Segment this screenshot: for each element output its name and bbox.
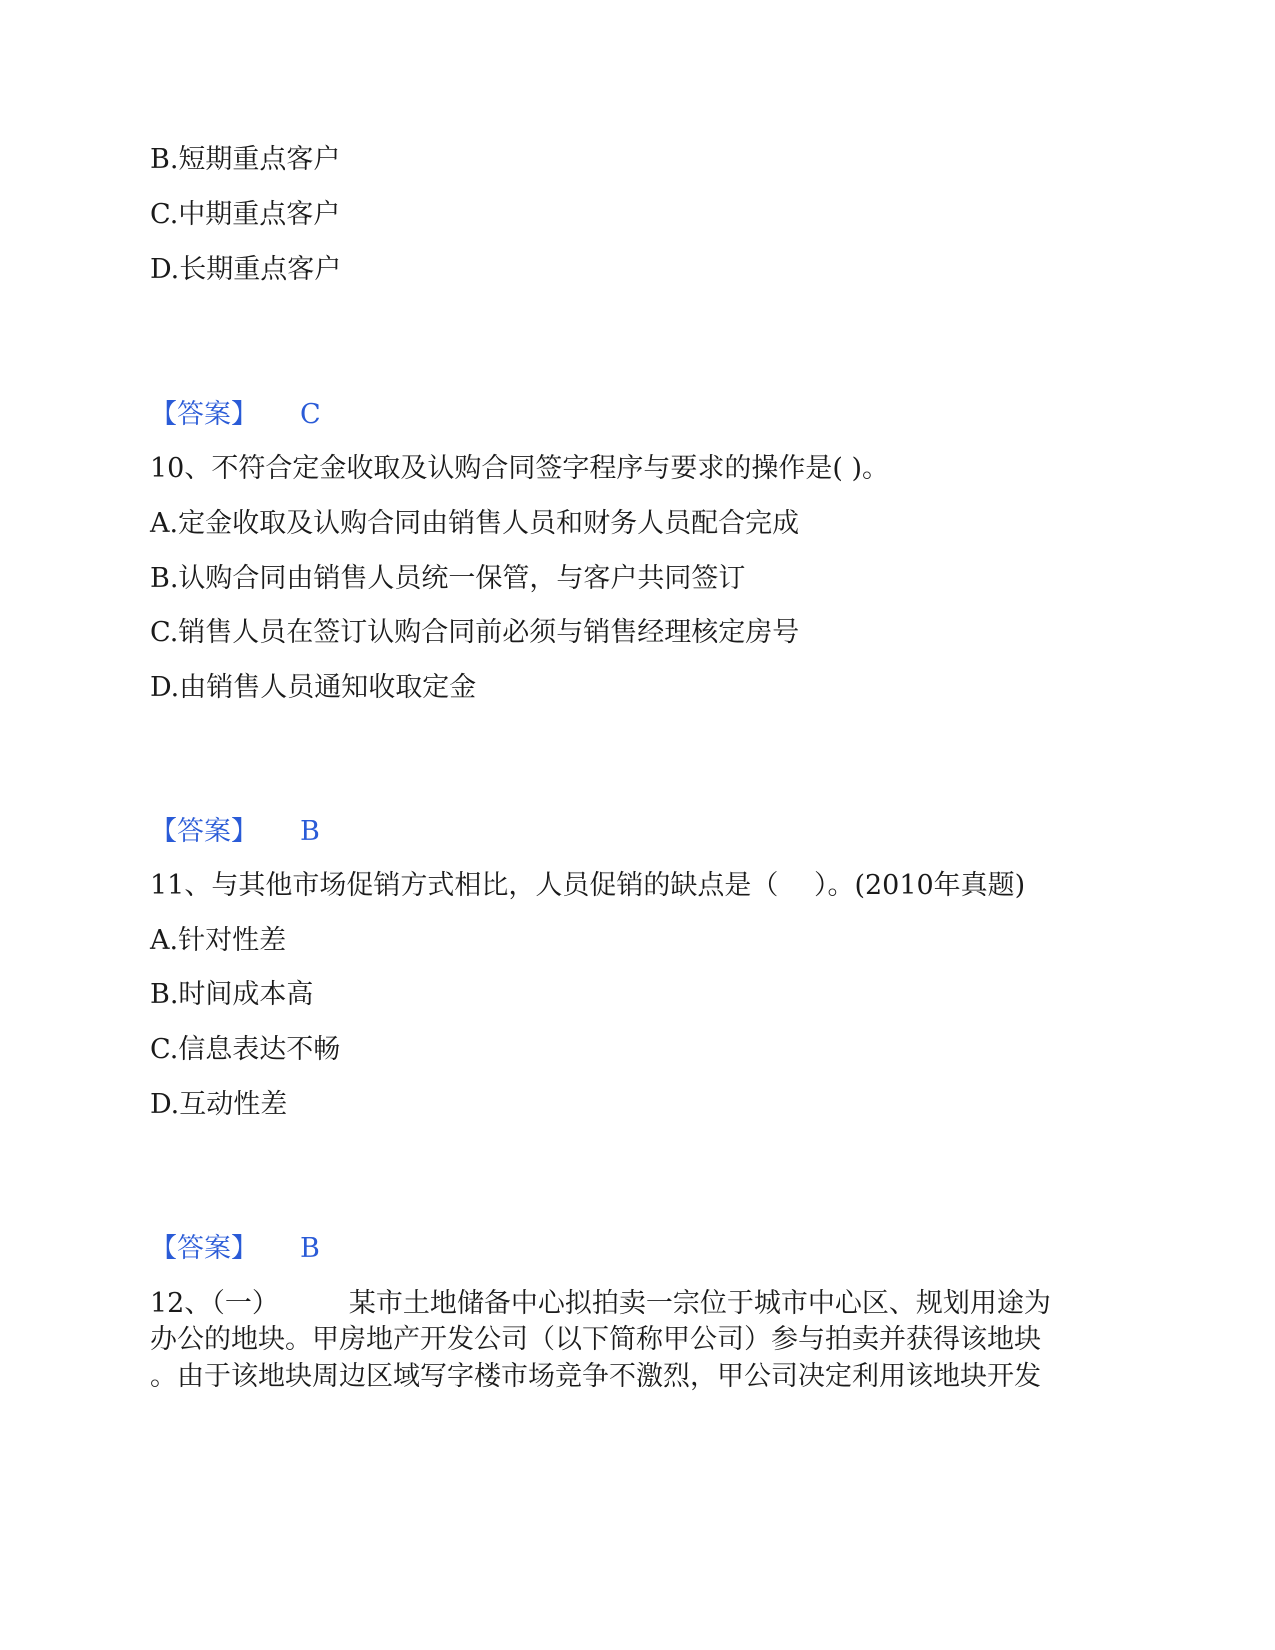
q10-answer <box>150 815 1130 849</box>
q11-stem: 11、与其他市场促销方式相比，人员促销的缺点是（ ）。(2010年真题) <box>150 870 1026 901</box>
q10-option-d: D.由销售人员通知收取定金 <box>150 672 477 703</box>
q11-option-c: C.信息表达不畅 <box>150 1034 341 1065</box>
answer-value: B <box>300 816 320 847</box>
q12-stem-line-1 <box>150 1287 1130 1321</box>
q12-stem-prefix: 12、（一） <box>150 1288 279 1319</box>
q9-answer <box>150 398 1130 432</box>
q12-stem-line-3: 。由于该地块周边区域写字楼市场竞争不激烈，甲公司决定利用该地块开发 <box>150 1361 1041 1392</box>
answer-label: 【答案】 <box>150 399 258 430</box>
q11-option-b: B.时间成本高 <box>150 979 314 1010</box>
answer-value: B <box>300 1233 320 1264</box>
q10-stem: 10、不符合定金收取及认购合同签字程序与要求的操作是( )。 <box>150 453 890 484</box>
q12-stem-line-2: 办公的地块。甲房地产开发公司（以下简称甲公司）参与拍卖并获得该地块 <box>150 1324 1041 1355</box>
q11-option-a: A.针对性差 <box>150 925 287 956</box>
answer-value: C <box>300 399 321 430</box>
q12-stem-text: 某市土地储备中心拟拍卖一宗位于城市中心区、规划用途为 <box>348 1288 1051 1319</box>
q9-option-d: D.长期重点客户 <box>150 254 342 285</box>
answer-label: 【答案】 <box>150 1233 258 1264</box>
q9-option-c: C.中期重点客户 <box>150 199 341 230</box>
q11-option-d: D.互动性差 <box>150 1089 288 1120</box>
q11-answer <box>150 1232 1130 1266</box>
q10-option-b: B.认购合同由销售人员统一保管，与客户共同签订 <box>150 563 746 594</box>
q9-option-b: B.短期重点客户 <box>150 144 341 175</box>
q10-option-a: A.定金收取及认购合同由销售人员和财务人员配合完成 <box>150 508 800 539</box>
answer-label: 【答案】 <box>150 816 258 847</box>
q10-option-c: C.销售人员在签订认购合同前必须与销售经理核定房号 <box>150 617 800 648</box>
